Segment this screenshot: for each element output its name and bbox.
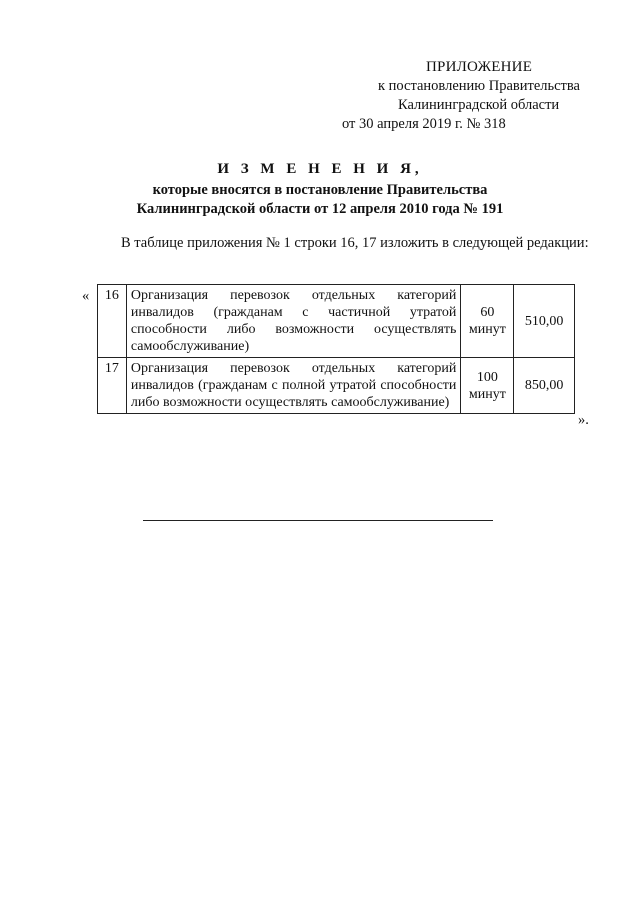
- row-number: 16: [98, 285, 127, 358]
- title-heading: И З М Е Н Е Н И Я,: [217, 161, 423, 177]
- document-title: [100, 160, 540, 219]
- opening-quote: «: [82, 288, 90, 304]
- row-description: Организация перевозок отдельных категорий инвалидов (гражданам с полной утратой способности либо возможности осуществлять самообслуживание): [126, 358, 461, 414]
- changes-table: [97, 284, 575, 414]
- appendix-region: Калининградской области: [398, 97, 560, 113]
- row-time-value: 60: [480, 305, 495, 320]
- body-paragraph: В таблице приложения № 1 строки 16, 17 изложить в следующей редакции:: [121, 235, 589, 251]
- row-price: 510,00: [514, 285, 575, 358]
- title-subtitle-line-2: Калининградской области от 12 апреля 2010 года № 191: [136, 201, 504, 217]
- table-row: [98, 358, 575, 414]
- table-row: [98, 285, 575, 358]
- appendix-title: ПРИЛОЖЕНИЕ: [426, 59, 533, 75]
- row-number: 17: [98, 358, 127, 414]
- appendix-reference: к постановлению Правительства: [378, 78, 580, 94]
- row-time: [461, 358, 514, 414]
- closing-quote: ».: [578, 412, 589, 428]
- end-divider-line: [143, 520, 493, 521]
- row-time-value: 100: [476, 369, 498, 385]
- row-time-unit: минут: [468, 322, 506, 337]
- appendix-date-number: от 30 апреля 2019 г. № 318: [342, 116, 506, 132]
- row-time-unit: минут: [468, 386, 506, 402]
- row-time: [461, 285, 514, 358]
- row-price: 850,00: [514, 358, 575, 414]
- appendix-header: [330, 58, 600, 134]
- title-subtitle-line-1: которые вносятся в постановление Правительства: [152, 182, 488, 198]
- row-description: Организация перевозок отдельных категорий инвалидов (гражданам с частичной утратой способности либо возможности осуществлять самообслуживание): [126, 285, 461, 358]
